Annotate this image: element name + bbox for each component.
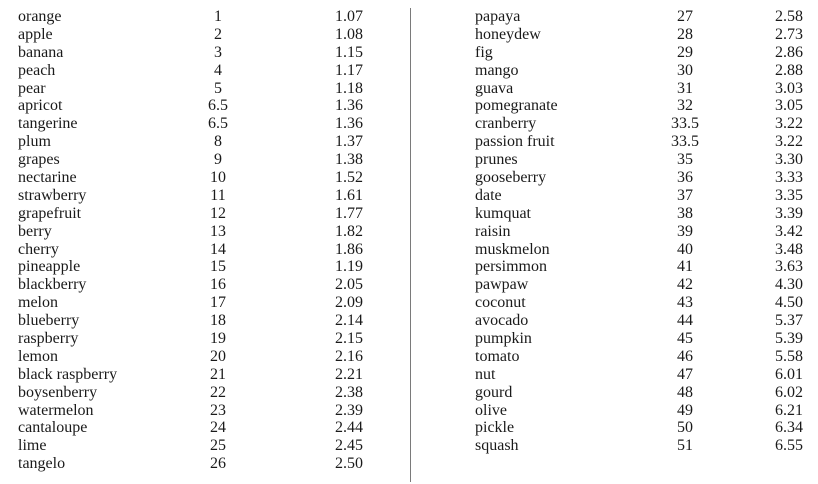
item-value: 1.61: [335, 186, 363, 204]
item-value: 3.63: [775, 258, 803, 276]
item-name: lemon: [18, 347, 58, 365]
item-name: tangelo: [18, 455, 66, 473]
item-value: 6.55: [775, 437, 803, 455]
item-name: orange: [18, 8, 62, 25]
table-row: [475, 258, 815, 276]
item-name: prunes: [475, 151, 518, 169]
item-value: 1.08: [335, 25, 363, 43]
item-rank: 45: [677, 330, 693, 348]
item-value: 1.19: [335, 258, 363, 276]
item-name: squash: [475, 437, 519, 455]
table-row: [18, 133, 398, 151]
item-rank: 22: [210, 383, 226, 401]
table-row: [18, 348, 398, 366]
item-rank: 8: [214, 133, 222, 151]
table-row: [475, 97, 815, 115]
item-value: 1.52: [335, 169, 363, 187]
item-rank: 31: [677, 79, 693, 97]
table-row: [475, 187, 815, 205]
item-value: 1.36: [335, 115, 363, 133]
item-value: 3.42: [775, 222, 803, 240]
item-value: 3.30: [775, 151, 803, 169]
item-rank: 20: [210, 347, 226, 365]
item-rank: 18: [210, 312, 226, 330]
item-name: mango: [475, 61, 519, 79]
table-row: [475, 115, 815, 133]
item-value: 5.37: [775, 312, 803, 330]
item-name: melon: [18, 294, 58, 312]
item-value: 3.33: [775, 169, 803, 187]
item-rank: 43: [677, 294, 693, 312]
item-rank: 24: [210, 419, 226, 437]
item-value: 6.34: [775, 419, 803, 437]
table-row: [475, 44, 815, 62]
item-name: watermelon: [18, 401, 94, 419]
table-row: [18, 80, 398, 98]
item-name: pear: [18, 79, 46, 97]
item-rank: 37: [677, 186, 693, 204]
item-name: blueberry: [18, 312, 80, 330]
item-value: 1.36: [335, 97, 363, 115]
table-row: [18, 97, 398, 115]
item-name: guava: [475, 79, 514, 97]
table-row: [475, 151, 815, 169]
item-value: 1.17: [335, 61, 363, 79]
item-name: gooseberry: [475, 169, 547, 187]
item-name: tomato: [475, 347, 520, 365]
item-rank: 41: [677, 258, 693, 276]
item-value: 2.86: [775, 43, 803, 61]
item-value: 1.38: [335, 151, 363, 169]
item-rank: 26: [210, 455, 226, 473]
item-rank: 32: [677, 97, 693, 115]
table-row: [18, 419, 398, 437]
item-name: nectarine: [18, 169, 77, 187]
table-row: [475, 312, 815, 330]
item-value: 5.58: [775, 347, 803, 365]
item-value: 2.50: [335, 455, 363, 473]
item-name: raspberry: [18, 330, 79, 348]
item-name: peach: [18, 61, 56, 79]
table-row: [18, 330, 398, 348]
table-row: [475, 276, 815, 294]
item-rank: 9: [214, 151, 222, 169]
table-row: [18, 8, 398, 26]
item-name: banana: [18, 43, 64, 61]
item-name: apple: [18, 25, 53, 43]
item-name: fig: [475, 43, 493, 61]
item-rank: 17: [210, 294, 226, 312]
item-rank: 2: [214, 25, 222, 43]
item-name: pickle: [475, 419, 515, 437]
item-value: 2.58: [775, 8, 803, 25]
item-rank: 25: [210, 437, 226, 455]
table-row: [18, 44, 398, 62]
table-row: [475, 26, 815, 44]
table-row: [475, 437, 815, 455]
item-value: 2.88: [775, 61, 803, 79]
item-value: 1.77: [335, 204, 363, 222]
item-value: 6.21: [775, 401, 803, 419]
item-rank: 23: [210, 401, 226, 419]
table-row: [18, 366, 398, 384]
table-row: [475, 384, 815, 402]
table-row: [18, 223, 398, 241]
table-row: [475, 402, 815, 420]
item-name: blackberry: [18, 276, 87, 294]
item-rank: 11: [210, 186, 226, 204]
table-row: [475, 169, 815, 187]
item-rank: 3: [214, 43, 222, 61]
item-rank: 47: [677, 365, 693, 383]
item-value: 6.02: [775, 383, 803, 401]
table-row: [18, 205, 398, 223]
table-row: [475, 205, 815, 223]
item-rank: 10: [210, 169, 226, 187]
item-rank: 51: [677, 437, 693, 455]
table-row: [475, 133, 815, 151]
item-name: papaya: [475, 8, 521, 25]
item-rank: 27: [677, 8, 693, 25]
item-name: grapes: [18, 151, 60, 169]
item-rank: 28: [677, 25, 693, 43]
item-name: cherry: [18, 240, 59, 258]
item-name: black raspberry: [18, 365, 118, 383]
table-row: [475, 294, 815, 312]
table-row: [18, 312, 398, 330]
item-name: grapefruit: [18, 204, 82, 222]
item-name: avocado: [475, 312, 529, 330]
item-name: berry: [18, 222, 52, 240]
item-name: pumpkin: [475, 330, 532, 348]
item-name: olive: [475, 401, 507, 419]
item-name: plum: [18, 133, 51, 151]
item-rank: 19: [210, 330, 226, 348]
left-column: [18, 8, 398, 473]
item-value: 3.39: [775, 204, 803, 222]
item-name: honeydew: [475, 25, 541, 43]
item-rank: 36: [677, 169, 693, 187]
item-rank: 21: [210, 365, 226, 383]
item-value: 2.15: [335, 330, 363, 348]
item-value: 4.30: [775, 276, 803, 294]
item-rank: 6.5: [208, 115, 228, 133]
item-name: lime: [18, 437, 47, 455]
item-value: 1.37: [335, 133, 363, 151]
item-rank: 4: [214, 61, 222, 79]
table-row: [475, 8, 815, 26]
table-row: [18, 187, 398, 205]
item-name: passion fruit: [475, 133, 555, 151]
item-rank: 33.5: [671, 115, 699, 133]
item-value: 2.45: [335, 437, 363, 455]
item-value: 2.05: [335, 276, 363, 294]
item-name: boysenberry: [18, 383, 98, 401]
item-rank: 16: [210, 276, 226, 294]
table-row: [18, 258, 398, 276]
item-value: 1.86: [335, 240, 363, 258]
item-value: 2.09: [335, 294, 363, 312]
item-rank: 1: [214, 8, 222, 25]
table-row: [18, 62, 398, 80]
table-row: [475, 330, 815, 348]
item-name: kumquat: [475, 204, 531, 222]
table-row: [475, 80, 815, 98]
item-name: cranberry: [475, 115, 537, 133]
item-rank: 13: [210, 222, 226, 240]
item-rank: 49: [677, 401, 693, 419]
column-divider: [410, 8, 411, 482]
table-row: [18, 151, 398, 169]
item-name: gourd: [475, 383, 513, 401]
item-name: nut: [475, 365, 496, 383]
table-row: [475, 223, 815, 241]
table-row: [18, 241, 398, 259]
item-rank: 39: [677, 222, 693, 240]
item-value: 1.07: [335, 8, 363, 25]
table-row: [18, 26, 398, 44]
table-row: [18, 402, 398, 420]
item-name: date: [475, 186, 502, 204]
table-row: [18, 169, 398, 187]
item-value: 3.22: [775, 133, 803, 151]
item-name: apricot: [18, 97, 63, 115]
item-rank: 48: [677, 383, 693, 401]
item-value: 6.01: [775, 365, 803, 383]
item-rank: 40: [677, 240, 693, 258]
item-name: cantaloupe: [18, 419, 88, 437]
item-rank: 35: [677, 151, 693, 169]
item-value: 1.18: [335, 79, 363, 97]
item-name: tangerine: [18, 115, 78, 133]
table-row: [475, 366, 815, 384]
table-row: [475, 348, 815, 366]
table-row: [18, 276, 398, 294]
table-row: [18, 437, 398, 455]
item-name: strawberry: [18, 186, 87, 204]
item-value: 2.38: [335, 383, 363, 401]
item-rank: 6.5: [208, 97, 228, 115]
item-name: coconut: [475, 294, 526, 312]
item-rank: 5: [214, 79, 222, 97]
item-name: pomegranate: [475, 97, 558, 115]
item-value: 3.05: [775, 97, 803, 115]
item-value: 5.39: [775, 330, 803, 348]
item-name: muskmelon: [475, 240, 550, 258]
table-row: [18, 384, 398, 402]
item-value: 3.48: [775, 240, 803, 258]
item-rank: 50: [677, 419, 693, 437]
item-name: pawpaw: [475, 276, 529, 294]
item-rank: 42: [677, 276, 693, 294]
item-rank: 38: [677, 204, 693, 222]
item-rank: 33.5: [671, 133, 699, 151]
item-rank: 29: [677, 43, 693, 61]
item-rank: 30: [677, 61, 693, 79]
item-name: raisin: [475, 222, 511, 240]
item-rank: 15: [210, 258, 226, 276]
right-column: [475, 8, 815, 455]
item-rank: 46: [677, 347, 693, 365]
item-rank: 44: [677, 312, 693, 330]
item-value: 3.03: [775, 79, 803, 97]
item-value: 4.50: [775, 294, 803, 312]
table-row: [18, 455, 398, 473]
table-row: [475, 62, 815, 80]
item-name: pineapple: [18, 258, 81, 276]
item-value: 2.73: [775, 25, 803, 43]
table-row: [475, 241, 815, 259]
table-row: [18, 294, 398, 312]
item-rank: 14: [210, 240, 226, 258]
item-value: 2.14: [335, 312, 363, 330]
item-value: 2.39: [335, 401, 363, 419]
item-value: 1.15: [335, 43, 363, 61]
item-value: 1.82: [335, 222, 363, 240]
item-name: persimmon: [475, 258, 547, 276]
table-row: [475, 419, 815, 437]
item-value: 3.22: [775, 115, 803, 133]
item-value: 3.35: [775, 186, 803, 204]
item-value: 2.21: [335, 365, 363, 383]
table-row: [18, 115, 398, 133]
item-rank: 12: [210, 204, 226, 222]
item-value: 2.16: [335, 347, 363, 365]
item-value: 2.44: [335, 419, 363, 437]
